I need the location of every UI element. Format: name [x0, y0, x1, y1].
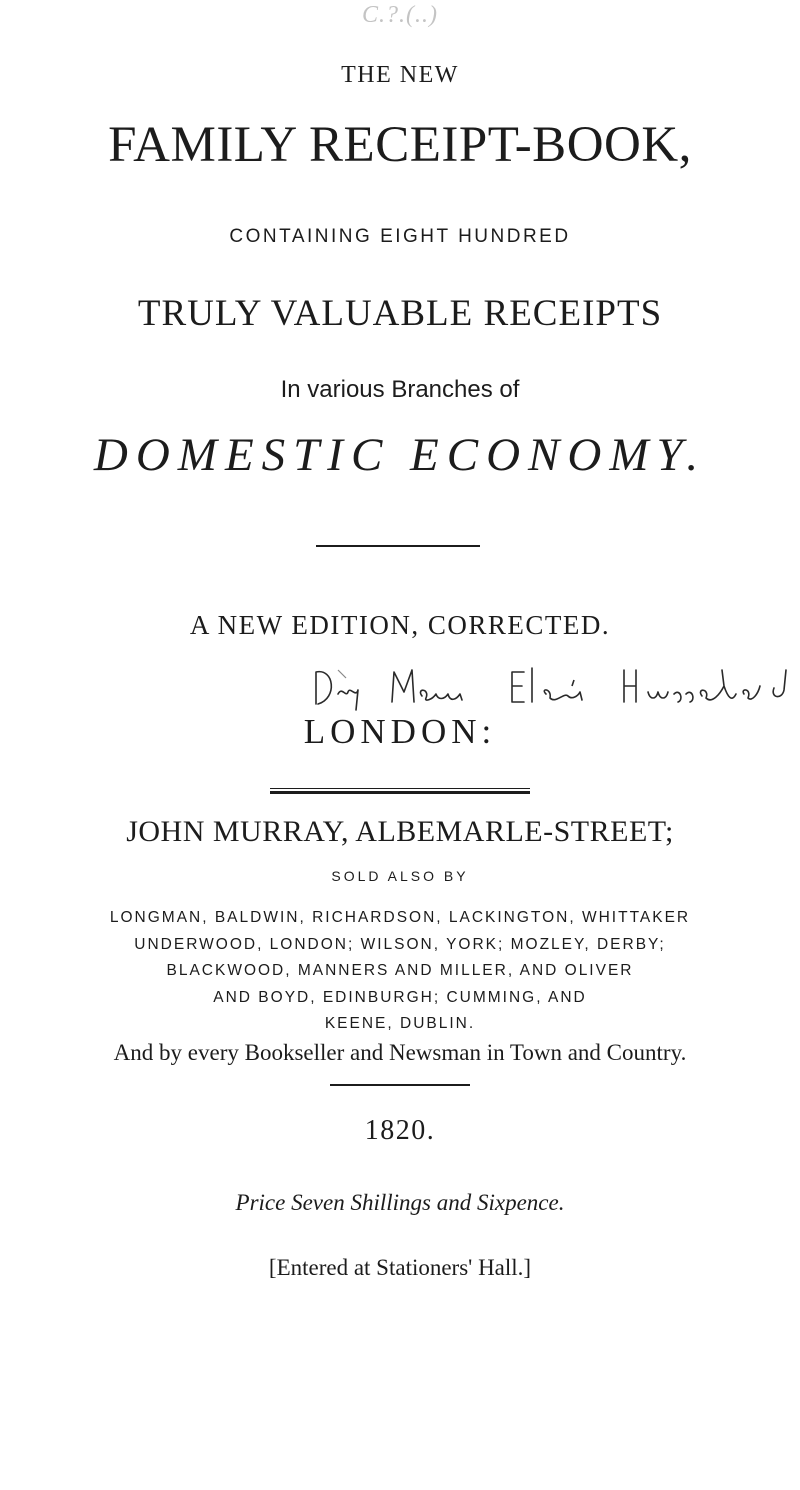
handwritten-signature — [312, 658, 800, 718]
publisher-line: JOHN MURRAY, ALBEMARLE-STREET; — [126, 815, 674, 848]
booksellers-list — [0, 905, 800, 1038]
divider-rule-2-lower — [270, 791, 530, 794]
title-line-new: THE NEW — [341, 62, 459, 88]
bookseller-line: KEENE, DUBLIN. — [324, 1015, 476, 1032]
entered-line: [Entered at Stationers' Hall.] — [268, 1255, 532, 1280]
branches-line: In various Branches of — [280, 376, 520, 403]
edition-line: A NEW EDITION, CORRECTED. — [189, 610, 611, 640]
domestic-economy-heading: DOMESTIC ECONOMY. — [93, 429, 707, 481]
divider-rule-1 — [316, 545, 480, 547]
bookseller-line: UNDERWOOD, LONDON; WILSON, YORK; MOZLEY, DERBY; — [134, 935, 666, 953]
bookseller-line: AND BOYD, EDINBURGH; CUMMING, AND — [213, 988, 587, 1006]
book-title: FAMILY RECEIPT-BOOK, — [108, 117, 692, 173]
subtitle-receipts: TRULY VALUABLE RECEIPTS — [137, 293, 663, 334]
imprint-place: LONDON: — [303, 712, 497, 751]
divider-rule-2-upper — [270, 788, 530, 789]
price-line: Price Seven Shillings and Sixpence. — [235, 1190, 565, 1215]
containing-line: CONTAINING EIGHT HUNDRED — [229, 226, 571, 247]
publication-year: 1820. — [364, 1115, 436, 1146]
sold-also-line: SOLD ALSO BY — [331, 868, 469, 884]
library-mark: C.?.(..) — [362, 2, 438, 28]
every-bookseller-line: And by every Bookseller and Newsman in Town and Country. — [113, 1040, 687, 1065]
bookseller-line: BLACKWOOD, MANNERS AND MILLER, AND OLIVER — [166, 962, 634, 979]
bookseller-line: LONGMAN, BALDWIN, RICHARDSON, LACKINGTON, WHITTAKER — [109, 909, 691, 926]
divider-rule-3 — [330, 1084, 470, 1086]
